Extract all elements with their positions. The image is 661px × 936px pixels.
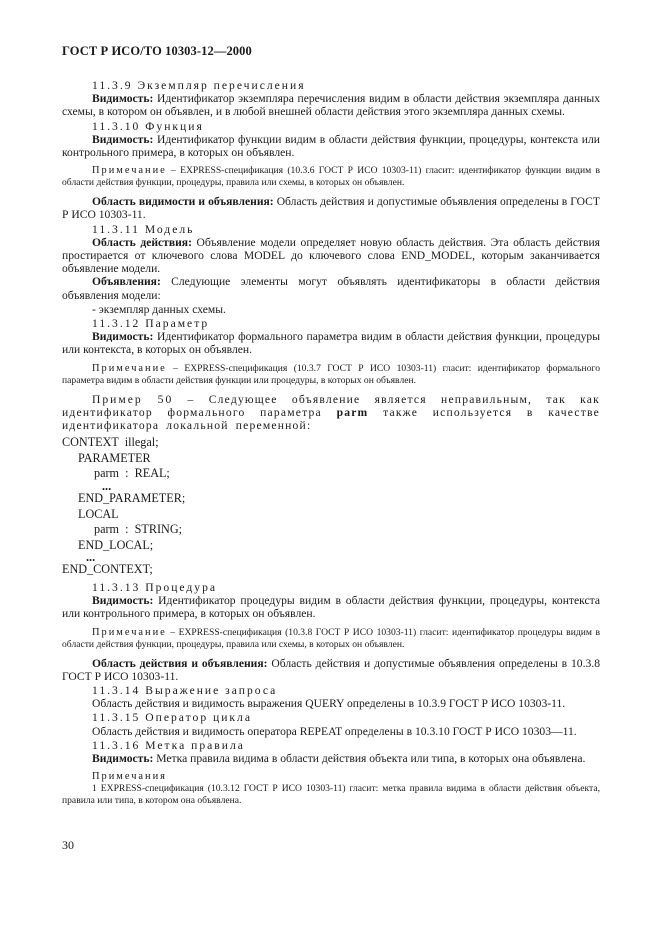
example-bold: parm [336,405,369,419]
heading-11-3-10: 11.3.10 Функция [92,119,204,133]
para-text: Область действия и допустимые объявления определены в ГОСТ Р ИСО 10303-11. [62,195,600,222]
label-bold: Область действия: [92,235,192,249]
heading-11-3-14: 11.3.14 Выражение запроса [92,684,278,698]
page-content [62,78,600,807]
para-text: Идентификатор процедуры видим в области действия функции, процедуры, контекста или контрольного примера, в которых он объявлен. [62,594,600,621]
code-line: CONTEXT illegal; [62,435,159,450]
heading-11-3-13: 11.3.13 Процедура [92,581,218,595]
note-11-3-10 [62,165,600,189]
para-11-3-13-scope [62,657,600,683]
code-line: END_PARAMETER; [78,491,186,506]
code-line: END_CONTEXT; [62,562,153,577]
code-line: PARAMETER [78,450,151,465]
heading-11-3-9: 11.3.9 Экземпляр перечисления [92,79,306,92]
code-line: parm : STRING; [94,522,183,537]
label-bold: Область действия и объявления: [92,656,268,670]
para-11-3-14: Область действия и видимость выражения QUERY определены в 10.3.9 ГОСТ Р ИСО 10303-11. [92,697,566,711]
note-11-3-13 [62,627,600,651]
para-text: Следующие элементы могут объявлять идентификаторы в области действия объявления модели: [62,275,600,302]
heading-11-3-15: 11.3.15 Оператор цикла [92,711,252,725]
para-text: Идентификатор экземпляра перечисления видим в области действия экземпляра данных схемы, в котором он объявлен, и в любой внешней области действия этого экземпляра данных схемы. [62,92,600,119]
para-11-3-11-scope [62,236,600,276]
para-text: Объявление модели определяет новую область действия. Эта область действия простирается от ключевого слова MODEL до ключевого слова END_MODEL, которым заканчивается объявление модели. [62,235,600,276]
para-text: Метка правила видима в области действия объекта или типа, в которых она объявлена. [153,752,586,766]
note-text: – EXPRESS-спецификация (10.3.8 ГОСТ Р ИСО 10303-11) гласит: идентификатор процедуры видим в области действия функции, процедуры, правила или схемы, в которых он объявлен. [62,626,600,650]
note-text: – EXPRESS-спецификация (10.3.6 ГОСТ Р ИСО 10303-11) гласит: идентификатор функции видим в области действия функции, процедуры, правила или схемы, в которых он объявлен. [62,165,600,189]
page-number: 30 [62,838,74,852]
para-11-3-15: Область действия и видимость оператора REPEAT определены в 10.3.10 ГОСТ Р ИСО 10303—11. [92,724,577,738]
example-50 [62,393,600,433]
para-text: Область действия и допустимые объявления определены в 10.3.8 ГОСТ Р ИСО 10303-11. [62,656,600,683]
heading-11-3-12: 11.3.12 Параметр [92,317,210,331]
example-text: – Следующее объявление является неправильным, так как идентификатор формального параметра [62,392,600,419]
label-bold: Область видимости и объявления: [92,195,274,209]
code-block [62,435,600,578]
note-11-3-16-1: 1 EXPRESS-спецификация (10.3.12 ГОСТ Р ИСО 10303-11) гласит: метка правила видима в области действия объекта, правила или типа, в котором она объявлена. [62,783,600,807]
code-line: ... [102,479,112,494]
para-11-3-12 [62,330,600,356]
label-bold: Видимость: [92,132,154,146]
note-label: Примечания [92,771,167,783]
code-line: parm : REAL; [94,466,170,481]
example-label: Пример 50 [92,392,174,406]
note-label: Примечание [92,362,167,374]
notes-heading [62,771,600,783]
label-bold: Видимость: [92,594,154,608]
label-bold: Видимость: [92,752,154,766]
para-11-3-11-decl [62,275,600,301]
para-11-3-10-scope [62,195,600,221]
code-line: END_LOCAL; [78,537,154,552]
label-bold: Объявления: [92,275,161,289]
heading-11-3-16: 11.3.16 Метка правила [92,738,245,752]
para-11-3-13 [62,594,600,620]
note-label: Примечание [92,165,167,177]
label-bold: Видимость: [92,330,154,344]
list-item: - экземпляр данных схемы. [92,302,226,316]
note-text: – EXPRESS-спецификация (10.3.7 ГОСТ Р ИСО 10303-11) гласит: идентификатор формального параметра видим в области действия функции или процедуры, в которых он объявлен. [62,362,600,386]
code-line: LOCAL [78,506,119,521]
page-header: ГОСТ Р ИСО/ТО 10303-12—2000 [62,44,252,58]
para-text: Идентификатор формального параметра видим в области действия функции, процедуры или контекста, в которых он объявлен. [62,330,600,357]
heading-11-3-11: 11.3.11 Модель [92,222,195,236]
note-11-3-12 [62,363,600,387]
para-11-3-16 [62,752,600,765]
note-label: Примечание [92,626,167,638]
code-line: ... [86,550,96,565]
para-11-3-9 [62,92,600,118]
para-text: Идентификатор функции видим в области действия функции, процедуры, контекста или контрольного примера, в которых он объявлен. [62,132,600,160]
para-11-3-10 [62,133,600,159]
example-text: также используется в качестве идентификатора локальной переменной: [62,405,601,433]
label-bold: Видимость: [92,92,154,106]
